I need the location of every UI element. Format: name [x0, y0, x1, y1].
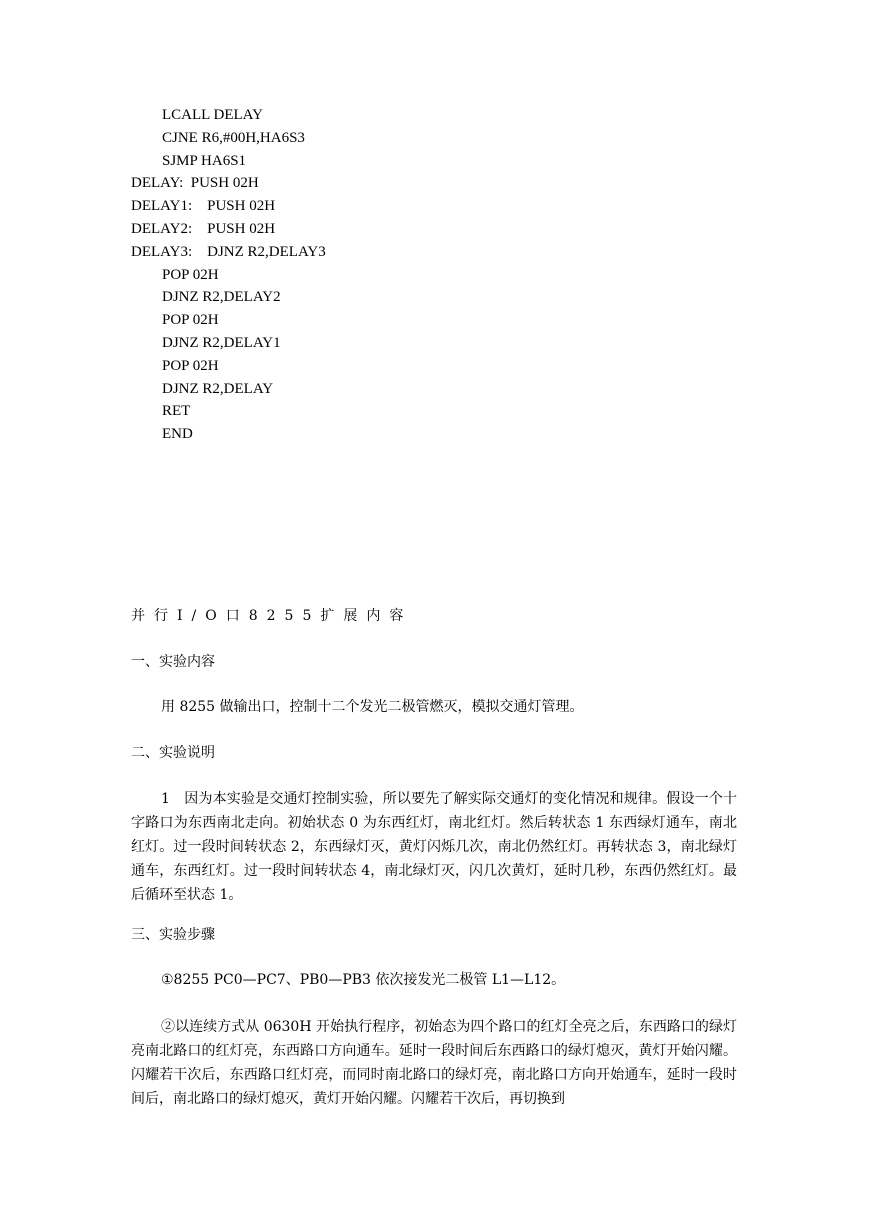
code-line: CJNE R6,#00H,HA6S3: [162, 129, 305, 146]
section2-heading: 二、实验说明: [131, 745, 215, 761]
code-line: DELAY1: PUSH 02H: [131, 198, 276, 215]
code-line: DJNZ R2,DELAY2: [162, 289, 281, 306]
code-line: DJNZ R2,DELAY1: [162, 334, 281, 351]
code-line: RET: [162, 403, 191, 420]
step2-paragraph: ②以连续方式从 0630H 开始执行程序，初始态为四个路口的红灯全亮之后，东西路口的绿灯亮南北路口的红灯亮，东西路口方向通车。延时一段时间后东西路口的绿灯熄灭，黄灯开始闪耀。闪耀若干次后，东西路口红灯亮，而同时南北路口的绿灯亮，南北路口方向开始通车，延时一段时间后，南北路口的绿灯熄灭，黄灯开始闪耀。闪耀若干次后，再切换到: [131, 1019, 737, 1107]
code-line: DJNZ R2,DELAY: [162, 380, 274, 397]
section3-heading: 三、实验步骤: [131, 927, 215, 943]
section1-heading: 一、实验内容: [131, 654, 215, 670]
code-line: POP 02H: [162, 266, 219, 283]
code-line: POP 02H: [162, 357, 219, 374]
code-line: POP 02H: [162, 312, 219, 329]
code-line: SJMP HA6S1: [162, 152, 247, 169]
code-line: DELAY2: PUSH 02H: [131, 220, 276, 237]
code-line: DELAY: PUSH 02H: [131, 175, 259, 192]
code-line: LCALL DELAY: [162, 107, 263, 123]
section1-paragraph: 用 8255 做输出口，控制十二个发光二极管燃灭，模拟交通灯管理。: [161, 699, 584, 715]
section2-paragraph: 1 因为本实验是交通灯控制实验，所以要先了解实际交通灯的变化情况和规律。假设一个十字路口为东西南北走向。初始状态 0 为东西红灯，南北红灯。然后转状态 1 东西绿灯通车，南北红灯。过一段时间转状态 2，东西绿灯灭，黄灯闪烁几次，南北仍然红灯。再转状态 3，南北绿灯通车，东西红灯。过一段时间转状态 4，南北绿灯灭，闪几次黄灯，延时几秒，东西仍然红灯。最后循环至状态 1。: [131, 791, 737, 903]
code-line: DELAY3: DJNZ R2,DELAY3: [131, 243, 326, 260]
code-block: [131, 104, 326, 446]
document-title: 并行I/O口8255扩展内容: [131, 608, 413, 624]
step1-paragraph: ①8255 PC0—PC7、PB0—PB3 依次接发光二极管 L1—L12。: [161, 972, 566, 988]
code-line: END: [162, 426, 193, 443]
